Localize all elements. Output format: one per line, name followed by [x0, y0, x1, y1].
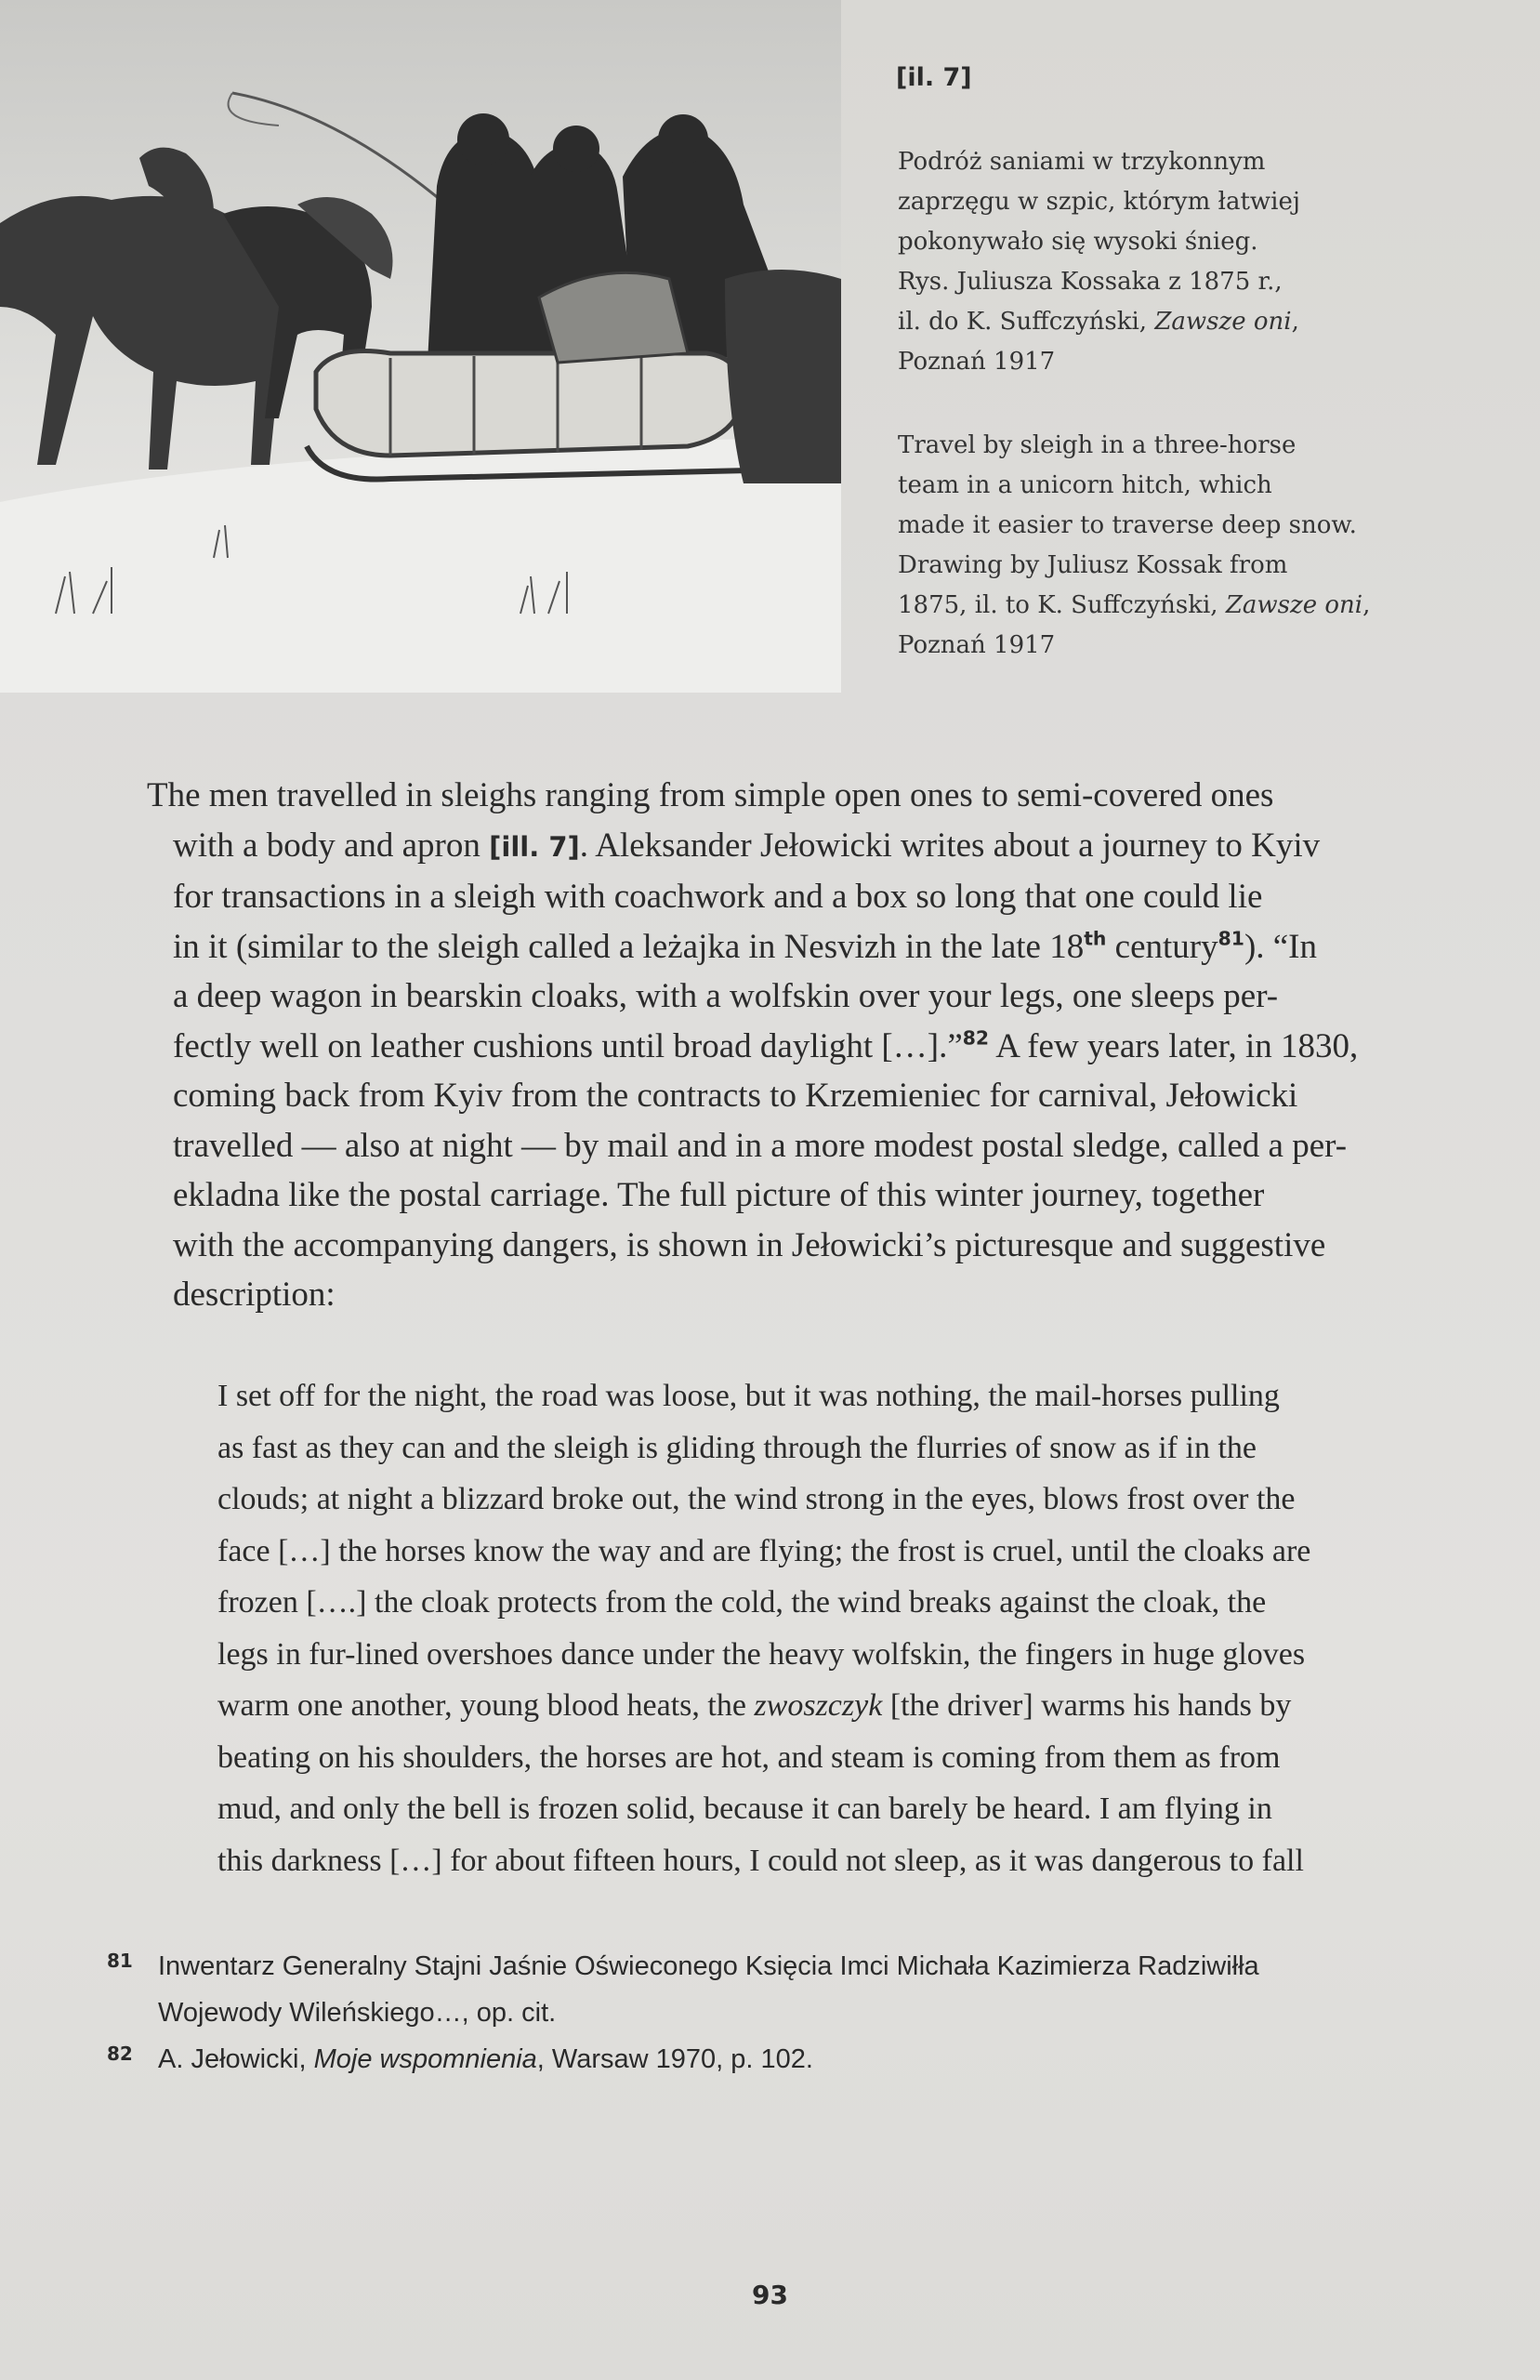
footnote-ref-81: 81 [1218, 927, 1244, 950]
caption-text: , [1362, 591, 1371, 619]
body-text: A few years later, in 1830, [989, 1026, 1359, 1065]
quote-line: mud, and only the bell is frozen solid, because it can barely be heard. I am flying in [217, 1792, 1272, 1826]
page-number: 93 [752, 2280, 788, 2310]
footnote-text: A. Jełowicki, [158, 2044, 314, 2074]
caption-line: zaprzęgu w szpic, którym łatwiej [898, 188, 1300, 216]
footnotes [107, 1943, 1445, 2082]
body-line: coming back from Kyiv from the contracts to Krzemieniec for carnival, Jełowicki [173, 1077, 1298, 1115]
quote-line: I set off for the night, the road was loose, but it was nothing, the mail-horses pulling [217, 1379, 1280, 1413]
caption-line: made it easier to traverse deep snow. [898, 511, 1357, 539]
caption-line [898, 302, 1455, 342]
caption-title: Zawsze oni [1154, 308, 1292, 336]
caption-line: Poznań 1917 [898, 348, 1056, 376]
quote-line: beating on his shoulders, the horses are hot, and steam is coming from them as from [217, 1739, 1281, 1775]
body-text: with a body and apron [173, 826, 490, 865]
quote-line: as fast as they can and the sleigh is gliding through the flurries of snow as if in the [217, 1430, 1257, 1465]
body-line: a deep wagon in bearskin cloaks, with a wolfskin over your legs, one sleeps per- [173, 977, 1279, 1015]
body-text: . Aleksander Jełowicki writes about a journey to Kyiv [579, 826, 1321, 865]
caption-line: Poznań 1917 [898, 631, 1056, 659]
caption-text: il. do K. Suffczyński, [898, 308, 1155, 336]
caption-polish [898, 142, 1455, 382]
body-line: description: [173, 1276, 336, 1314]
caption-text: , [1291, 308, 1299, 336]
body-paragraph [147, 771, 1429, 1320]
body-line: The men travelled in sleighs ranging from simple open ones to semi-covered ones [147, 776, 1274, 814]
quote-line [217, 1680, 1435, 1732]
caption-line: Rys. Juliusza Kossaka z 1875 r., [898, 268, 1283, 296]
footnote-82 [107, 2036, 1445, 2082]
body-line [147, 821, 1429, 873]
body-line: with the accompanying dangers, is shown in Jełowicki’s picturesque and suggestive [173, 1225, 1326, 1264]
quote-line: legs in fur-lined overshoes dance under the heavy wolfskin, the fingers in huge gloves [217, 1636, 1306, 1672]
caption-english [898, 426, 1455, 666]
ordinal-suffix: th [1084, 927, 1107, 950]
body-line [147, 922, 1429, 972]
footnote-81 [107, 1943, 1445, 2036]
caption-line [898, 586, 1455, 626]
quote-term: zwoszczyk [754, 1688, 883, 1723]
caption-text: 1875, il. to K. Suffczyński, [898, 591, 1226, 619]
body-text: century [1106, 927, 1218, 966]
caption-line: pokonywało się wysoki śnieg. [898, 228, 1258, 256]
sleigh-illustration [0, 0, 841, 693]
quote-line: clouds; at night a blizzard broke out, the wind strong in the eyes, blows frost over the [217, 1482, 1296, 1516]
body-line: ekladna like the postal carriage. The full picture of this winter journey, together [173, 1176, 1265, 1214]
figure-reference: [il. 7] [896, 63, 972, 92]
footnote-text: , Warsaw 1970, p. 102. [536, 2044, 813, 2074]
footnote-title: Moje wspomnienia [313, 2044, 537, 2074]
caption-line: team in a unicorn hitch, which [898, 471, 1272, 499]
body-text: in it (similar to the sleigh called a leżajka in Nesvizh in the late 18 [173, 927, 1085, 966]
quote-line: face […] the horses know the way and are flying; the frost is cruel, until the cloaks are [217, 1533, 1311, 1568]
footnote-number: 82 [107, 2043, 133, 2065]
quote-text: [the driver] warms his hands by [882, 1688, 1292, 1723]
body-text: ). “In [1244, 927, 1318, 966]
body-line: travelled — also at night — by mail and in a more modest postal sledge, called a per- [173, 1126, 1348, 1165]
quote-line: frozen [….] the cloak protects from the cold, the wind breaks against the cloak, the [217, 1585, 1267, 1620]
caption-line: Drawing by Juliusz Kossak from [898, 551, 1288, 579]
caption-line: Travel by sleigh in a three-horse [898, 431, 1296, 459]
body-text: fectly well on leather cushions until broad daylight […].” [173, 1026, 963, 1065]
footnote-number: 81 [107, 1950, 133, 1972]
footnote-ref-82: 82 [962, 1026, 990, 1050]
illustration-reference: [ill. 7] [489, 830, 580, 863]
quote-text: warm one another, young blood heats, the [217, 1688, 755, 1723]
footnote-line [158, 2036, 1445, 2082]
body-line [147, 1022, 1429, 1072]
caption-line: Podróż saniami w trzykonnym [898, 148, 1266, 176]
footnote-line: Inwentarz Generalny Stajni Jaśnie Oświeconego Księcia Imci Michała Kazimierza Radziwiłła [158, 1951, 1259, 1981]
footnote-line: Wojewody Wileńskiego…, op. cit. [158, 1998, 557, 2028]
caption-title: Zawsze oni [1225, 591, 1363, 619]
body-line: for transactions in a sleigh with coachwork and a box so long that one could lie [173, 878, 1263, 916]
quote-line: this darkness […] for about fifteen hours, I could not sleep, as it was dangerous to fall [217, 1843, 1304, 1878]
sleigh-drawing-icon [0, 0, 841, 693]
block-quote [217, 1370, 1435, 1886]
